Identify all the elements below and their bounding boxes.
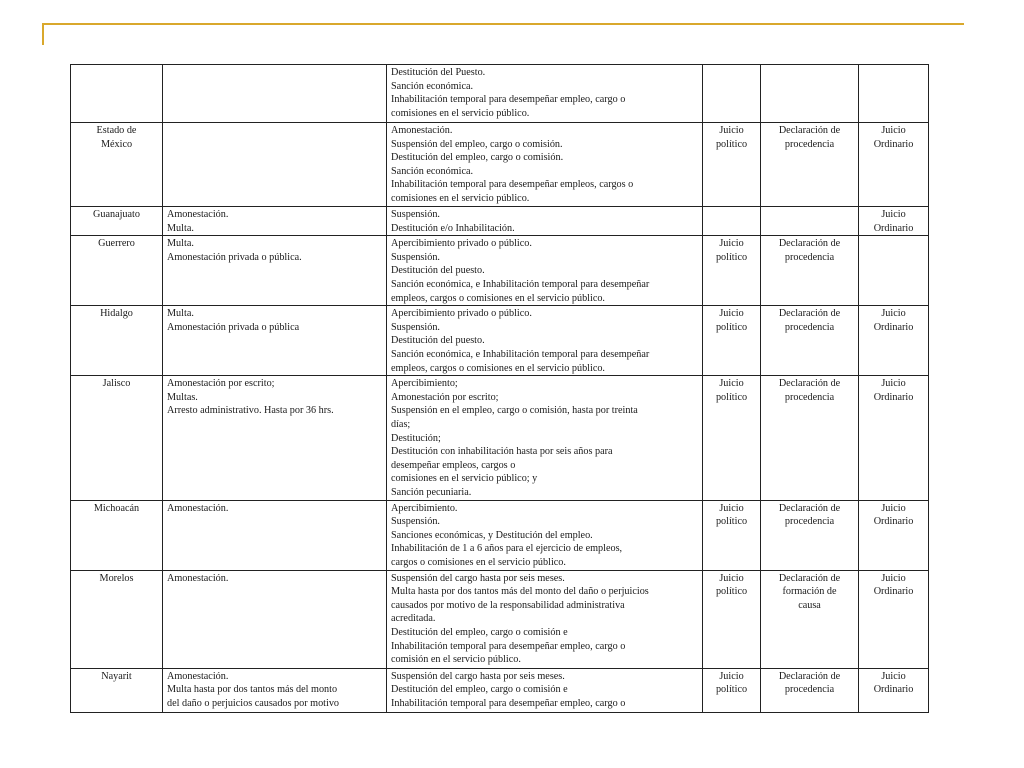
cell-text-line: Suspensión. (391, 251, 440, 263)
cell-text-line: Inhabilitación temporal para desempeñar empleo, cargo o (391, 94, 626, 106)
table-row (71, 668, 929, 712)
state-cell (71, 65, 163, 123)
cell-text-line: Apercibimiento; (391, 378, 458, 390)
declaracion-cell (761, 500, 859, 570)
cell-text-line: Inhabilitación temporal para desempeñar empleo, cargo o (391, 640, 626, 652)
cell-text-line: Juicio (881, 572, 906, 584)
cell-text-line: Juicio (881, 308, 906, 320)
declaracion-cell (761, 306, 859, 376)
admin-sanctions-cell (163, 570, 387, 668)
cell-text-line: Declaración de (778, 378, 841, 390)
cell-text-line: Juicio (719, 502, 744, 514)
cell-text-line: Multa hasta por dos tantos más del monto (167, 684, 338, 696)
table-row (71, 65, 929, 123)
cell-text-line: Multa. (167, 308, 194, 320)
juicio-politico-cell (703, 376, 761, 500)
cell-text-line: Amonestación. (391, 125, 453, 136)
juicio-ordinario-cell (859, 500, 929, 570)
admin-sanctions-cell (163, 500, 387, 570)
juicio-ordinario-cell (859, 123, 929, 207)
admin-sanctions-cell (163, 65, 387, 123)
declaracion-cell (761, 123, 859, 207)
cell-text-line: Suspensión. (391, 321, 440, 333)
cell-text-line: Ordinario (873, 321, 914, 333)
cell-text-line: causa (798, 599, 821, 611)
table-row (71, 207, 929, 236)
cell-text-line: Morelos (99, 572, 134, 584)
cell-text-line: procedencia (784, 684, 835, 696)
juicio-ordinario-cell (859, 570, 929, 668)
declaracion-cell (761, 207, 859, 236)
table-row (71, 123, 929, 207)
cell-text-line: Juicio (719, 378, 744, 390)
sanctions-table (70, 64, 929, 713)
cell-text-line: acreditada. (391, 613, 436, 625)
cell-text-line: Declaración de (778, 308, 841, 320)
cell-text-line: México (100, 138, 133, 150)
cell-text-line: empleos, cargos o comisiones en el servicio público. (391, 362, 605, 374)
declaracion-cell (761, 376, 859, 500)
cell-text-line: Multas. (167, 391, 198, 403)
cell-text-line: Juicio (719, 125, 744, 136)
sanctions-detail-cell (387, 123, 703, 207)
state-cell (71, 207, 163, 236)
sanctions-detail-cell (387, 570, 703, 668)
cell-text-line: Multa. (167, 222, 194, 234)
cell-text-line: del daño o perjuicios causados por motivo (167, 697, 340, 709)
cell-text-line: Sanción pecuniaria. (391, 486, 472, 498)
cell-text-line: comisiones en el servicio público. (391, 192, 530, 204)
cell-text-line: Amonestación por escrito; (167, 378, 275, 390)
cell-text-line: Juicio (881, 209, 906, 220)
admin-sanctions-cell (163, 123, 387, 207)
cell-text-line: Estado de (96, 125, 137, 136)
cell-text-line: Hidalgo (100, 308, 133, 320)
cell-text-line: Declaración de (778, 502, 841, 514)
cell-text-line: procedencia (784, 516, 835, 528)
cell-text-line: Juicio (719, 670, 744, 682)
slide-accent-corner (42, 23, 44, 45)
juicio-politico-cell (703, 570, 761, 668)
sanctions-detail-cell (387, 668, 703, 712)
cell-text-line: Amonestación. (167, 670, 229, 682)
cell-text-line: Suspensión del empleo, cargo o comisión. (391, 138, 563, 150)
state-cell (71, 570, 163, 668)
sanctions-detail-cell (387, 236, 703, 306)
cell-text-line: procedencia (784, 138, 835, 150)
cell-text-line: Suspensión del cargo hasta por seis meses. (391, 670, 565, 682)
cell-text-line: político (715, 321, 748, 333)
cell-text-line: Destitución del Puesto. (391, 67, 486, 78)
cell-text-line: Ordinario (873, 684, 914, 696)
juicio-politico-cell (703, 123, 761, 207)
table-row (71, 376, 929, 500)
cell-text-line: Ordinario (873, 138, 914, 150)
sanctions-detail-cell (387, 65, 703, 123)
cell-text-line: Declaración de (778, 125, 841, 136)
declaracion-cell (761, 65, 859, 123)
cell-text-line: Guerrero (98, 238, 135, 250)
cell-text-line: formación de (782, 586, 837, 598)
juicio-ordinario-cell (859, 207, 929, 236)
cell-text-line: político (715, 391, 748, 403)
cell-text-line: causados por motivo de la responsabilidad administrativa (391, 599, 625, 611)
declaracion-cell (761, 570, 859, 668)
cell-text-line: Suspensión en el empleo, cargo o comisión, hasta por treinta (391, 405, 638, 417)
cell-text-line: político (715, 251, 748, 263)
cell-text-line: Sanción económica, e Inhabilitación temporal para desempeñar (391, 278, 650, 290)
cell-text-line: Guanajuato (93, 209, 140, 220)
cell-text-line: Amonestación. (167, 502, 229, 514)
state-cell (71, 500, 163, 570)
cell-text-line: Juicio (881, 378, 906, 390)
state-cell (71, 376, 163, 500)
admin-sanctions-cell (163, 306, 387, 376)
cell-text-line: Apercibimiento privado o público. (391, 308, 532, 320)
cell-text-line: Arresto administrativo. Hasta por 36 hrs. (167, 405, 334, 417)
table-row (71, 236, 929, 306)
table-row (71, 500, 929, 570)
cell-text-line: Destitución del puesto. (391, 335, 485, 347)
juicio-ordinario-cell (859, 65, 929, 123)
admin-sanctions-cell (163, 376, 387, 500)
cell-text-line: Jalisco (102, 378, 131, 390)
cell-text-line: Sanciones económicas, y Destitución del empleo. (391, 529, 593, 541)
cell-text-line: político (715, 138, 748, 150)
cell-text-line: días; (391, 418, 411, 430)
cell-text-line: Michoacán (93, 502, 140, 514)
cell-text-line: Sanción económica. (391, 165, 474, 177)
declaracion-cell (761, 668, 859, 712)
cell-text-line: político (715, 586, 748, 598)
cell-text-line: Apercibimiento privado o público. (391, 238, 532, 250)
juicio-politico-cell (703, 306, 761, 376)
juicio-politico-cell (703, 65, 761, 123)
sanctions-detail-cell (387, 376, 703, 500)
cell-text-line: Sanción económica. (391, 80, 474, 92)
cell-text-line: procedencia (784, 251, 835, 263)
cell-text-line: empleos, cargos o comisiones en el servicio público. (391, 292, 605, 304)
cell-text-line: Nayarit (101, 670, 132, 682)
cell-text-line: Ordinario (873, 586, 914, 598)
cell-text-line: Multa. (167, 238, 194, 250)
cell-text-line: Amonestación por escrito; (391, 391, 499, 403)
juicio-ordinario-cell (859, 306, 929, 376)
cell-text-line: Inhabilitación de 1 a 6 años para el ejercicio de empleos, (391, 543, 623, 555)
cell-text-line: Destitución con inhabilitación hasta por seis años para (391, 446, 613, 458)
cell-text-line: Amonestación. (167, 209, 229, 220)
cell-text-line: procedencia (784, 391, 835, 403)
admin-sanctions-cell (163, 236, 387, 306)
juicio-politico-cell (703, 236, 761, 306)
cell-text-line: Amonestación privada o pública (167, 321, 300, 333)
admin-sanctions-cell (163, 668, 387, 712)
cell-text-line: Juicio (719, 308, 744, 320)
cell-text-line: comisión en el servicio público. (391, 654, 521, 666)
declaracion-cell (761, 236, 859, 306)
state-cell (71, 123, 163, 207)
table-row (71, 306, 929, 376)
cell-text-line: desempeñar empleos, cargos o (391, 459, 516, 471)
cell-text-line: Juicio (719, 238, 744, 250)
cell-text-line: Destitución; (391, 432, 441, 444)
state-cell (71, 236, 163, 306)
cell-text-line: Multa hasta por dos tantos más del monto del daño o perjuicios (391, 586, 649, 598)
table-row (71, 570, 929, 668)
sanctions-detail-cell (387, 207, 703, 236)
cell-text-line: Juicio (719, 572, 744, 584)
cell-text-line: Amonestación privada o pública. (167, 251, 302, 263)
sanctions-detail-cell (387, 306, 703, 376)
cell-text-line: cargos o comisiones en el servicio público. (391, 556, 566, 568)
cell-text-line: Declaración de (778, 572, 841, 584)
cell-text-line: Amonestación. (167, 572, 229, 584)
cell-text-line: Destitución del puesto. (391, 265, 485, 277)
juicio-politico-cell (703, 207, 761, 236)
cell-text-line: Suspensión. (391, 516, 440, 528)
admin-sanctions-cell (163, 207, 387, 236)
slide-accent-line (42, 23, 964, 25)
cell-text-line: Declaración de (778, 670, 841, 682)
cell-text-line: Suspensión. (391, 209, 440, 220)
cell-text-line: comisiones en el servicio público; y (391, 473, 538, 485)
state-cell (71, 306, 163, 376)
cell-text-line: Juicio (881, 502, 906, 514)
cell-text-line: Suspensión del cargo hasta por seis meses. (391, 572, 565, 584)
cell-text-line: Inhabilitación temporal para desempeñar empleos, cargos o (391, 179, 634, 191)
cell-text-line: Ordinario (873, 391, 914, 403)
juicio-ordinario-cell (859, 376, 929, 500)
cell-text-line: Destitución del empleo, cargo o comisión e (391, 626, 568, 638)
juicio-ordinario-cell (859, 668, 929, 712)
sanctions-detail-cell (387, 500, 703, 570)
cell-text-line: Destitución e/o Inhabilitación. (391, 222, 515, 234)
cell-text-line: Juicio (881, 670, 906, 682)
cell-text-line: Juicio (881, 125, 906, 136)
cell-text-line: Destitución del empleo, cargo o comisión e (391, 684, 568, 696)
cell-text-line: Apercibimiento. (391, 502, 458, 514)
cell-text-line: político (715, 516, 748, 528)
cell-text-line: Inhabilitación temporal para desempeñar empleo, cargo o (391, 697, 626, 709)
sanctions-table-body (71, 65, 929, 713)
juicio-ordinario-cell (859, 236, 929, 306)
cell-text-line: Destitución del empleo, cargo o comisión. (391, 152, 564, 164)
cell-text-line: procedencia (784, 321, 835, 333)
juicio-politico-cell (703, 668, 761, 712)
state-cell (71, 668, 163, 712)
cell-text-line: político (715, 684, 748, 696)
juicio-politico-cell (703, 500, 761, 570)
cell-text-line: Ordinario (873, 222, 914, 234)
cell-text-line: comisiones en el servicio público. (391, 107, 530, 119)
cell-text-line: Declaración de (778, 238, 841, 250)
cell-text-line: Ordinario (873, 516, 914, 528)
cell-text-line: Sanción económica, e Inhabilitación temporal para desempeñar (391, 348, 650, 360)
